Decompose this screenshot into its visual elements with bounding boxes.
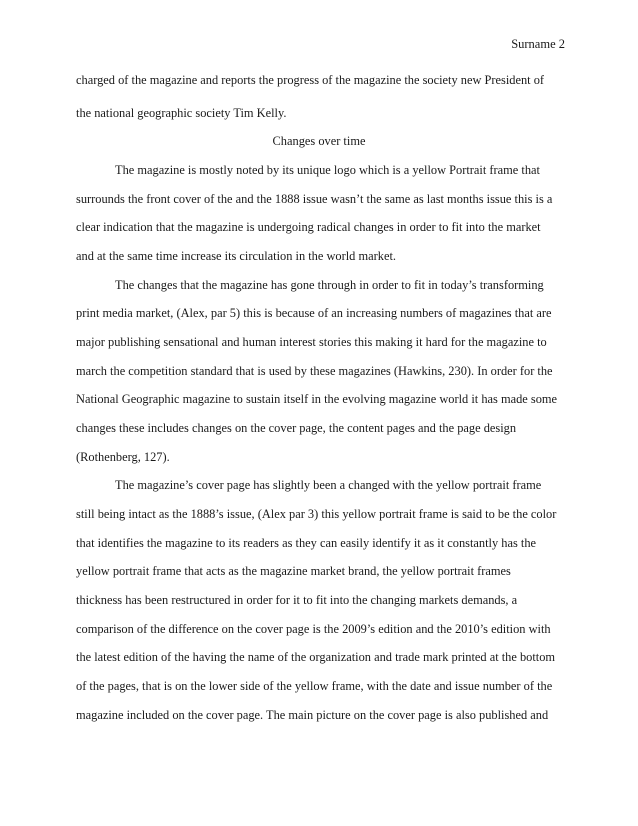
text-line: comparison of the difference on the cover page is the 2009’s edition and the 2010’s edition with: [76, 622, 551, 636]
text-line: charged of the magazine and reports the progress of the magazine the society new President of: [76, 73, 545, 87]
text-line: The magazine is mostly noted by its unique logo which is a yellow Portrait frame that: [115, 163, 540, 177]
text-line: The changes that the magazine has gone through in order to fit in today’s transforming: [115, 278, 544, 292]
running-head: Surname 2: [511, 37, 565, 51]
text-line: that identifies the magazine to its readers as they can easily identify it as it constantly has the: [76, 536, 537, 550]
text-line: still being intact as the 1888’s issue, (Alex par 3) this yellow portrait frame is said to be the color: [76, 507, 557, 521]
text-line: major publishing sensational and human interest stories this making it hard for the magazine to: [76, 335, 547, 349]
text-line: magazine included on the cover page. The main picture on the cover page is also published and: [76, 708, 549, 722]
text-line: the latest edition of the having the name of the organization and trade mark printed at the bottom: [76, 650, 556, 664]
text-line: of the pages, that is on the lower side of the yellow frame, with the date and issue number of the: [76, 679, 553, 693]
text-line: yellow portrait frame that acts as the magazine market brand, the yellow portrait frames: [76, 564, 511, 578]
text-line: (Rothenberg, 127).: [76, 450, 170, 464]
text-line: thickness has been restructured in order for it to fit into the changing markets demands, a: [76, 593, 518, 607]
text-line: march the competition standard that is used by these magazines (Hawkins, 230). In order for the: [76, 364, 553, 378]
text-line: clear indication that the magazine is undergoing radical changes in order to fit into the market: [76, 220, 541, 234]
text-line: The magazine’s cover page has slightly been a changed with the yellow portrait frame: [115, 478, 542, 492]
text-line: print media market, (Alex, par 5) this is because of an increasing numbers of magazines that are: [76, 306, 552, 320]
text-line: the national geographic society Tim Kelly.: [76, 106, 287, 120]
text-line: surrounds the front cover of the and the 1888 issue wasn’t the same as last months issue this is a: [76, 192, 553, 206]
text-line: changes these includes changes on the cover page, the content pages and the page design: [76, 421, 517, 435]
text-line: and at the same time increase its circulation in the world market.: [76, 249, 396, 263]
text-line: National Geographic magazine to sustain itself in the evolving magazine world it has made some: [76, 392, 558, 406]
section-heading: Changes over time: [272, 134, 366, 148]
